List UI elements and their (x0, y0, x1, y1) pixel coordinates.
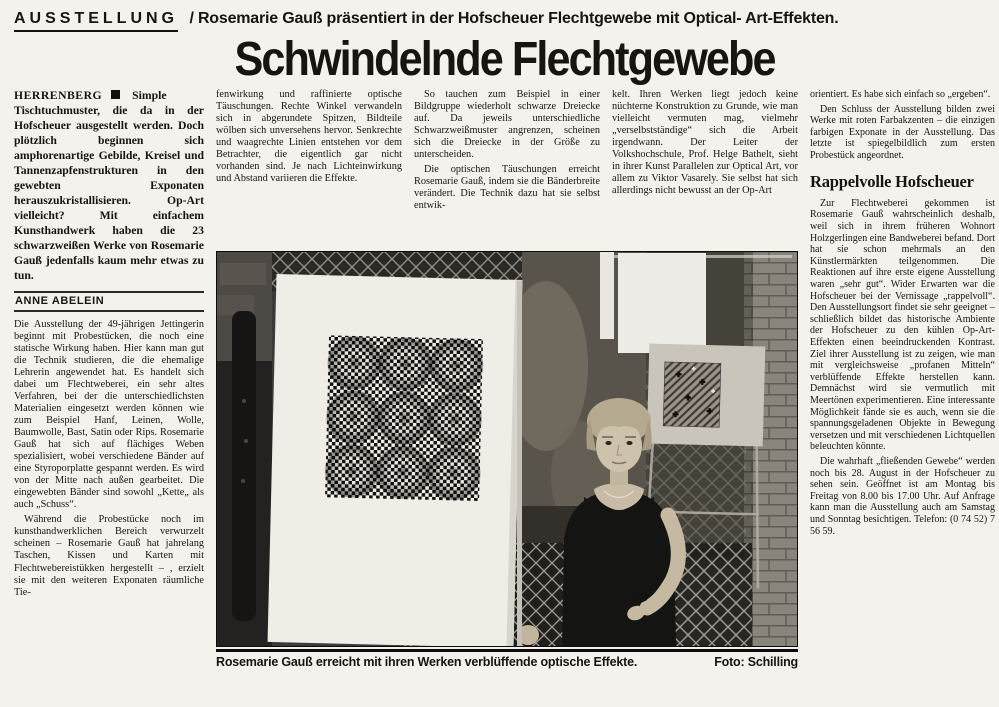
column-1 (14, 89, 204, 692)
photo-block (216, 251, 798, 669)
middle-columns (216, 89, 798, 246)
lead-paragraph (14, 89, 204, 284)
page-title: Schwindelnde Flechtgewebe (234, 30, 775, 87)
article-photo (216, 251, 798, 647)
lead-text: Simple Tischtuchmuster, die da in der Hofscheuer ausgestellt werden. Doch plötzlich beginnen sich amphorenartige Gebilde, Kreisel und Tannenzapfenstrukturen in den gewebten Exponaten herauszukristallisieren. Op-Art vielleicht? Mit einfachem Kunsthandwerk haben die 23 schwarzweißen Werke von Rosemarie Gauß jedenfalls kaum mehr etwas zu tun. (14, 89, 204, 282)
doorway (216, 251, 272, 647)
article-paragraph: orientiert. Es habe sich einfach so „ergeben“. (810, 89, 991, 100)
kicker-text: / Rosemarie Gauß präsentiert in der Hofscheuer Flechtgewebe mit Optical- Art-Effekten. (189, 10, 839, 27)
dateline-square-icon (111, 90, 120, 99)
column-5 (810, 89, 995, 692)
article-paragraph: fenwirkung und raffinierte optische Täuschungen. Rechte Winkel verwandeln sich in abgerundete Spitzen, Bildteile wölben sich unversehens hervor. Senkrechte und waagrechte Linien entstehen vor dem Betrachter, die eigentlich gar nicht vorhanden sind. Je nach Lichteinwirkung und Abstand variieren die Effekte. (216, 89, 402, 185)
article-paragraph: So tauchen zum Beispiel in einer Bildgruppe wiederholt schwarze Dreiecke auf. Da jeweils unterschiedliche Schwarzweißmuster angrenzen, scheinen sich die Dreiecke in der Größe zu unterscheiden. (414, 89, 600, 161)
main-artwork (324, 335, 484, 501)
kicker-label: AUSSTELLUNG (14, 10, 178, 32)
dateline: HERRENBERG (14, 89, 103, 102)
photo-credit: Foto: Schilling (714, 655, 798, 669)
article-paragraph: kelt. Ihren Werken liegt jedoch keine nüchterne Konstruktion zu Grunde, wie man vielleicht vermuten mag, vielmehr „verselbstständige“ sich die Arbeit irgendwann. Der Leiter der Volkshochschule, Prof. Helge Bathelt, sieht in ihrer Kunst Parallelen zur Optical Art, vor allem zu Viktor Vasarely. Sie selbst hat sich allerdings nicht bewusst an der Op-Art (612, 89, 798, 197)
article-paragraph: Die wahrhaft „fließenden Gewebe“ werden noch bis 28. August in der Hofscheuer zu sehen sein. Geöffnet ist am Montag bis Freitag von 8.00 bis 17.00 Uhr. Auf Anfrage kann man die Ausstellung auch am Samstag und Sonntag besichtigen. Telefon: (0 74 52) 7 56 59. (810, 455, 995, 537)
column-4 (612, 89, 798, 246)
photo-caption: Rosemarie Gauß erreicht mit ihren Werken verblüffende optische Effekte. (216, 655, 638, 669)
article-paragraph: Den Schluss der Ausstellung bilden zwei Werke mit roten Farbakzenten – die einzigen farbigen Exponate in der Ausstellung. Das letzte ist spiegelbildlich zum ersten Probestück angeordnet. (810, 103, 995, 161)
article-paragraph: Die Ausstellung der 49-jährigen Jettingerin beginnt mit Probestücken, die noch eine statische Wirkung haben. Hier kann man gut die Technik studieren, die die ehemalige Lehrerin angewendet hat. Es handelt sich dabei um Flechtweberei, ein sehr altes Verfahren, bei der die unterschiedlichsten Materialien eingesetzt werden können wie zum Beispiel Hanf, Leinen, Wolle, Baumwolle, Bast, Satin oder Rips. Rosemarie Gauß hat sich auf flächiges Weben spezialisiert, wobei verschiedene Bänder auf eine Styroporplatte gespannt werden. Es wird von der Mitte nach außen gearbeitet. Die eingewebten Bänder sind sowohl „Kette„ als auch „Schuss“. (14, 318, 204, 511)
white-board (268, 274, 523, 647)
article-paragraph: Zur Flechtweberei gekommen ist Rosemarie Gauß wahrscheinlich deshalb, weil sich in ihrem früheren Wohnort Holzgerlingen eine Bandweberei befand. Dort hat sie schon mehrmals an den Künstlermärkten teilgenommen. Die Reaktionen auf ihre erste eigene Ausstellung waren „sehr gut“. Wider Erwarten war die Hofscheuer bei der Vernissage „rappelvoll“. Den Ausstellungsort findet sie sehr geeignet – schließlich bildet das historische Ambiente der Hofscheuer zu den kühlen Op-Art-Effekten einen beeindruckenden Kontrast. Ziel ihrer Ausstellung ist zu zeigen, wie man mit vergleichsweise „profanen Mitteln“ verblüffende Effekte herstellen kann. Demnächst wird sie vermutlich mit Meertönen experimentieren. Eine interessante Möglichkeit fände sie es auch, wenn sie die spannungsgeladenen Objekte in Bewegung versetzen und mit verschiedenen Lichtquellen beleuchten könnte. (810, 197, 995, 453)
article-paragraph: Die optischen Täuschungen erreicht Rosemarie Gauß, indem sie die Bänderbreite verändert. Die Technik dazu hat sie selbst entwik- (414, 164, 600, 212)
photo-caption-row (216, 649, 798, 669)
column-2 (216, 89, 402, 246)
brick-column (744, 251, 798, 647)
middle-block (216, 89, 798, 692)
article-body (14, 89, 995, 692)
kicker (14, 10, 995, 32)
article-paragraph: Während die Probestücke noch im kunsthandwerklichen Bereich verwurzelt scheinen – Rosemarie Gauß hat jahrelang Taschen, Kissen und Karten mit Flechtwebereistükken hergestellt – , erzielt sie mit den weiteren Exponaten räumliche Tie- (14, 514, 204, 598)
section-subhead: Rappelvolle Hofscheuer (810, 171, 974, 191)
column-3 (414, 89, 600, 246)
byline: ANNE ABELEIN (14, 291, 204, 312)
